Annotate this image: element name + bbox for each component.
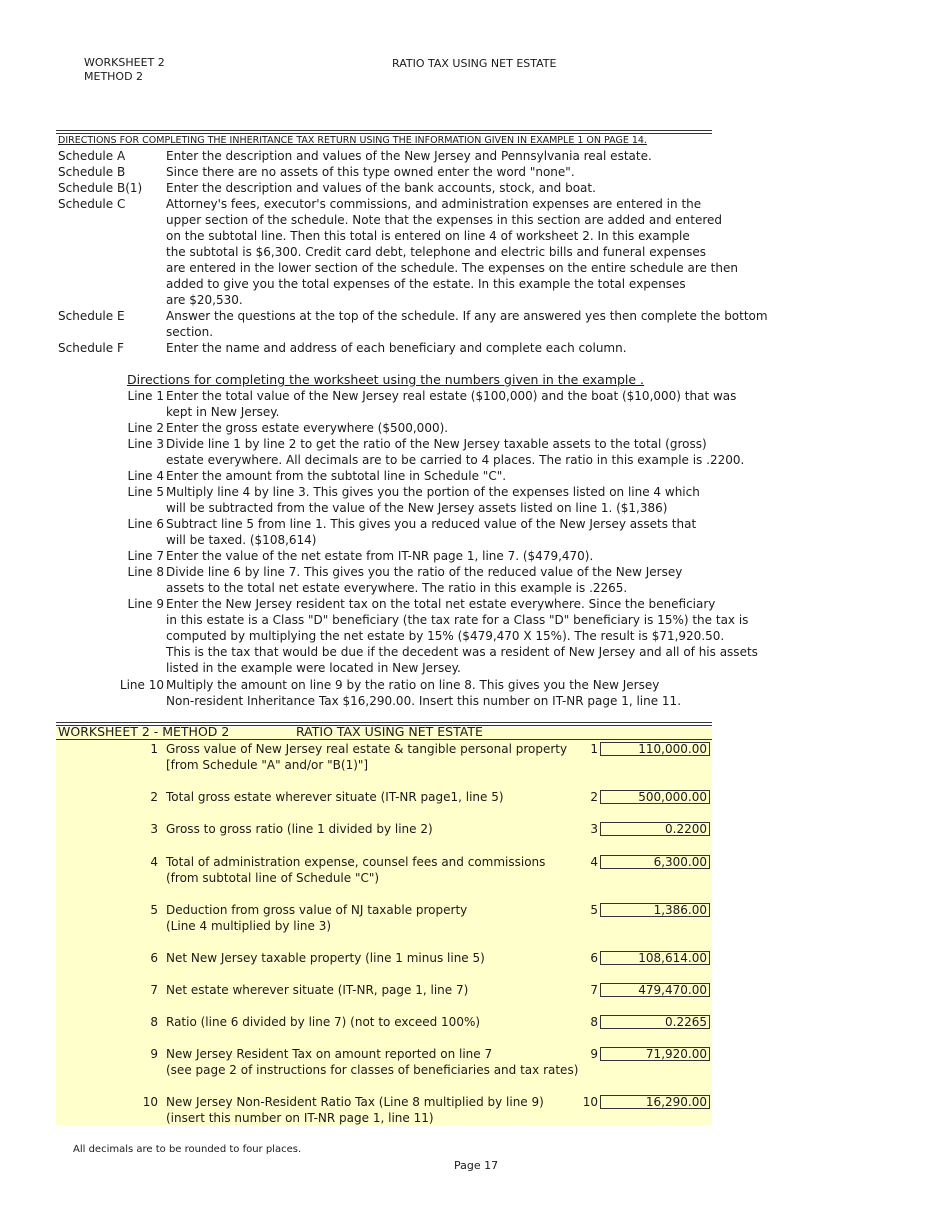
line-direction-text: This is the tax that would be due if the decedent was a resident of New Jersey and all of his assets xyxy=(166,645,758,659)
line-direction-text: will be subtracted from the value of the New Jersey assets listed on line 1. ($1,386) xyxy=(166,501,668,515)
worksheet-value-field[interactable]: 16,290.00 xyxy=(600,1095,710,1109)
line-direction-label: Line 8 xyxy=(127,565,164,579)
worksheet-line-number: 10 xyxy=(582,1095,598,1109)
line-direction-text: Enter the total value of the New Jersey real estate ($100,000) and the boat ($10,000) that was xyxy=(166,389,737,403)
schedule-label: Schedule B xyxy=(58,165,126,179)
line-direction-text: Enter the gross estate everywhere ($500,000). xyxy=(166,421,449,435)
worksheet-value-field[interactable]: 71,920.00 xyxy=(600,1047,710,1061)
schedule-label: Schedule A xyxy=(58,149,126,163)
worksheet-row-number: 3 xyxy=(150,822,158,836)
line-direction-text: Multiply line 4 by line 3. This gives you the portion of the expenses listed on line 4 which xyxy=(166,485,700,499)
line-direction-label: Line 4 xyxy=(127,469,164,483)
worksheet-line-number: 9 xyxy=(590,1047,598,1061)
worksheet-row-number: 5 xyxy=(150,903,158,917)
worksheet-value-field[interactable]: 6,300.00 xyxy=(600,855,710,869)
worksheet-line-number: 6 xyxy=(590,951,598,965)
worksheet-subtitle: RATIO TAX USING NET ESTATE xyxy=(296,724,483,739)
worksheet-row-description: (see page 2 of instructions for classes of beneficiaries and tax rates) xyxy=(166,1063,579,1077)
worksheet-row-description: Ratio (line 6 divided by line 7) (not to exceed 100%) xyxy=(166,1015,481,1029)
schedule-text-line: section. xyxy=(166,325,214,339)
worksheet-directions-heading: Directions for completing the worksheet using the numbers given in the example . xyxy=(127,372,645,387)
line-direction-label: Line 6 xyxy=(127,517,164,531)
schedule-text-line: Attorney's fees, executor's commissions, and administration expenses are entered in the xyxy=(166,197,702,211)
line-direction-text: Divide line 6 by line 7. This gives you the ratio of the reduced value of the New Jersey xyxy=(166,565,683,579)
worksheet-row-number: 9 xyxy=(150,1047,158,1061)
line-direction-label: Line 5 xyxy=(127,485,164,499)
method-label: METHOD 2 xyxy=(84,70,144,83)
line-direction-text: Enter the New Jersey resident tax on the total net estate everywhere. Since the beneficiary xyxy=(166,597,716,611)
line-direction-label: Line 3 xyxy=(127,437,164,451)
line-direction-label: Line 1 xyxy=(127,389,164,403)
worksheet-value-field[interactable]: 1,386.00 xyxy=(600,903,710,917)
line-direction-label: Line 10 xyxy=(119,678,164,692)
line-direction-text: kept in New Jersey. xyxy=(166,405,280,419)
worksheet-line-number: 4 xyxy=(590,855,598,869)
worksheet-line-number: 2 xyxy=(590,790,598,804)
worksheet-title-underline xyxy=(56,739,712,740)
top-double-rule xyxy=(56,130,712,134)
worksheet-line-number: 3 xyxy=(590,822,598,836)
worksheet-value-field[interactable]: 0.2265 xyxy=(600,1015,710,1029)
worksheet-line-number: 5 xyxy=(590,903,598,917)
line-direction-text: in this estate is a Class "D" beneficiary (the tax rate for a Class "D" beneficiary is 15%) the tax is xyxy=(166,613,749,627)
worksheet-value-field[interactable]: 0.2200 xyxy=(600,822,710,836)
line-direction-text: listed in the example were located in New Jersey. xyxy=(166,661,461,675)
schedule-label: Schedule E xyxy=(58,309,125,323)
line-direction-label: Line 9 xyxy=(127,597,164,611)
schedule-text-line: upper section of the schedule. Note that the expenses in this section are added and entered xyxy=(166,213,723,227)
schedule-label: Schedule C xyxy=(58,197,126,211)
worksheet-title: WORKSHEET 2 - METHOD 2 xyxy=(58,724,230,739)
schedule-text-line: are entered in the lower section of the schedule. The expenses on the entire schedule are then xyxy=(166,261,738,275)
worksheet-row-description: Deduction from gross value of NJ taxable property xyxy=(166,903,468,917)
schedule-text-line: Since there are no assets of this type owned enter the word "none". xyxy=(166,165,575,179)
worksheet-row-number: 7 xyxy=(150,983,158,997)
worksheet-line-number: 1 xyxy=(590,742,598,756)
schedule-label: Schedule F xyxy=(58,341,124,355)
worksheet-row-description: Gross to gross ratio (line 1 divided by line 2) xyxy=(166,822,433,836)
line-direction-text: Enter the amount from the subtotal line in Schedule "C". xyxy=(166,469,507,483)
line-direction-text: Non-resident Inheritance Tax $16,290.00. Insert this number on IT-NR page 1, line 11. xyxy=(166,694,682,708)
line-direction-text: computed by multiplying the net estate by 15% ($479,470 X 15%). The result is $71,920.50. xyxy=(166,629,725,643)
worksheet-row-number: 1 xyxy=(150,742,158,756)
worksheet-value-field[interactable]: 110,000.00 xyxy=(600,742,710,756)
line-direction-label: Line 2 xyxy=(127,421,164,435)
worksheet-row-description: (from subtotal line of Schedule "C") xyxy=(166,871,380,885)
directions-heading: DIRECTIONS FOR COMPLETING THE INHERITANCE TAX RETURN USING THE INFORMATION GIVEN IN EXAMPLE 1 ON PAGE 14. xyxy=(58,135,647,146)
schedule-text-line: Enter the name and address of each beneficiary and complete each column. xyxy=(166,341,627,355)
worksheet-value-field[interactable]: 108,614.00 xyxy=(600,951,710,965)
worksheet-row-description: Gross value of New Jersey real estate & tangible personal property xyxy=(166,742,568,756)
worksheet-label: WORKSHEET 2 xyxy=(84,56,165,69)
worksheet-row-description: New Jersey Resident Tax on amount reported on line 7 xyxy=(166,1047,493,1061)
schedule-text-line: the subtotal is $6,300. Credit card debt, telephone and electric bills and funeral expenses xyxy=(166,245,706,259)
worksheet-row-description: (insert this number on IT-NR page 1, line 11) xyxy=(166,1111,434,1125)
worksheet-line-number: 7 xyxy=(590,983,598,997)
schedule-label: Schedule B(1) xyxy=(58,181,143,195)
worksheet-row-description: Net New Jersey taxable property (line 1 minus line 5) xyxy=(166,951,485,965)
line-direction-text: Enter the value of the net estate from IT-NR page 1, line 7. ($479,470). xyxy=(166,549,594,563)
schedule-text-line: added to give you the total expenses of the estate. In this example the total expenses xyxy=(166,277,686,291)
worksheet-row-number: 6 xyxy=(150,951,158,965)
line-direction-text: will be taxed. ($108,614) xyxy=(166,533,317,547)
worksheet-row-description: Total of administration expense, counsel fees and commissions xyxy=(166,855,546,869)
schedule-text-line: are $20,530. xyxy=(166,293,243,307)
worksheet-line-number: 8 xyxy=(590,1015,598,1029)
schedule-text-line: Enter the description and values of the New Jersey and Pennsylvania real estate. xyxy=(166,149,652,163)
worksheet-row-description: New Jersey Non-Resident Ratio Tax (Line 8 multiplied by line 9) xyxy=(166,1095,544,1109)
worksheet-row-description: Net estate wherever situate (IT-NR, page 1, line 7) xyxy=(166,983,469,997)
worksheet-row-number: 2 xyxy=(150,790,158,804)
line-direction-text: assets to the total net estate everywhere. The ratio in this example is .2265. xyxy=(166,581,628,595)
worksheet-row-description: [from Schedule "A" and/or "B(1)"] xyxy=(166,758,369,772)
worksheet-row-number: 10 xyxy=(142,1095,158,1109)
line-direction-text: estate everywhere. All decimals are to be carried to 4 places. The ratio in this example is .2200. xyxy=(166,453,745,467)
line-direction-text: Divide line 1 by line 2 to get the ratio of the New Jersey taxable assets to the total (gross) xyxy=(166,437,707,451)
line-direction-text: Subtract line 5 from line 1. This gives you a reduced value of the New Jersey assets that xyxy=(166,517,697,531)
worksheet-row-description: Total gross estate wherever situate (IT-NR page1, line 5) xyxy=(166,790,504,804)
schedule-text-line: Enter the description and values of the bank accounts, stock, and boat. xyxy=(166,181,596,195)
worksheet-value-field[interactable]: 500,000.00 xyxy=(600,790,710,804)
worksheet-row-description: (Line 4 multiplied by line 3) xyxy=(166,919,332,933)
worksheet-value-field[interactable]: 479,470.00 xyxy=(600,983,710,997)
page-title: RATIO TAX USING NET ESTATE xyxy=(392,57,557,70)
footnote: All decimals are to be rounded to four places. xyxy=(73,1144,302,1155)
line-direction-text: Multiply the amount on line 9 by the ratio on line 8. This gives you the New Jersey xyxy=(166,678,660,692)
line-direction-label: Line 7 xyxy=(127,549,164,563)
worksheet-row-number: 4 xyxy=(150,855,158,869)
schedule-text-line: Answer the questions at the top of the schedule. If any are answered yes then complete the bottom xyxy=(166,309,768,323)
schedule-text-line: on the subtotal line. Then this total is entered on line 4 of worksheet 2. In this example xyxy=(166,229,690,243)
page-number: Page 17 xyxy=(454,1159,499,1172)
worksheet-row-number: 8 xyxy=(150,1015,158,1029)
